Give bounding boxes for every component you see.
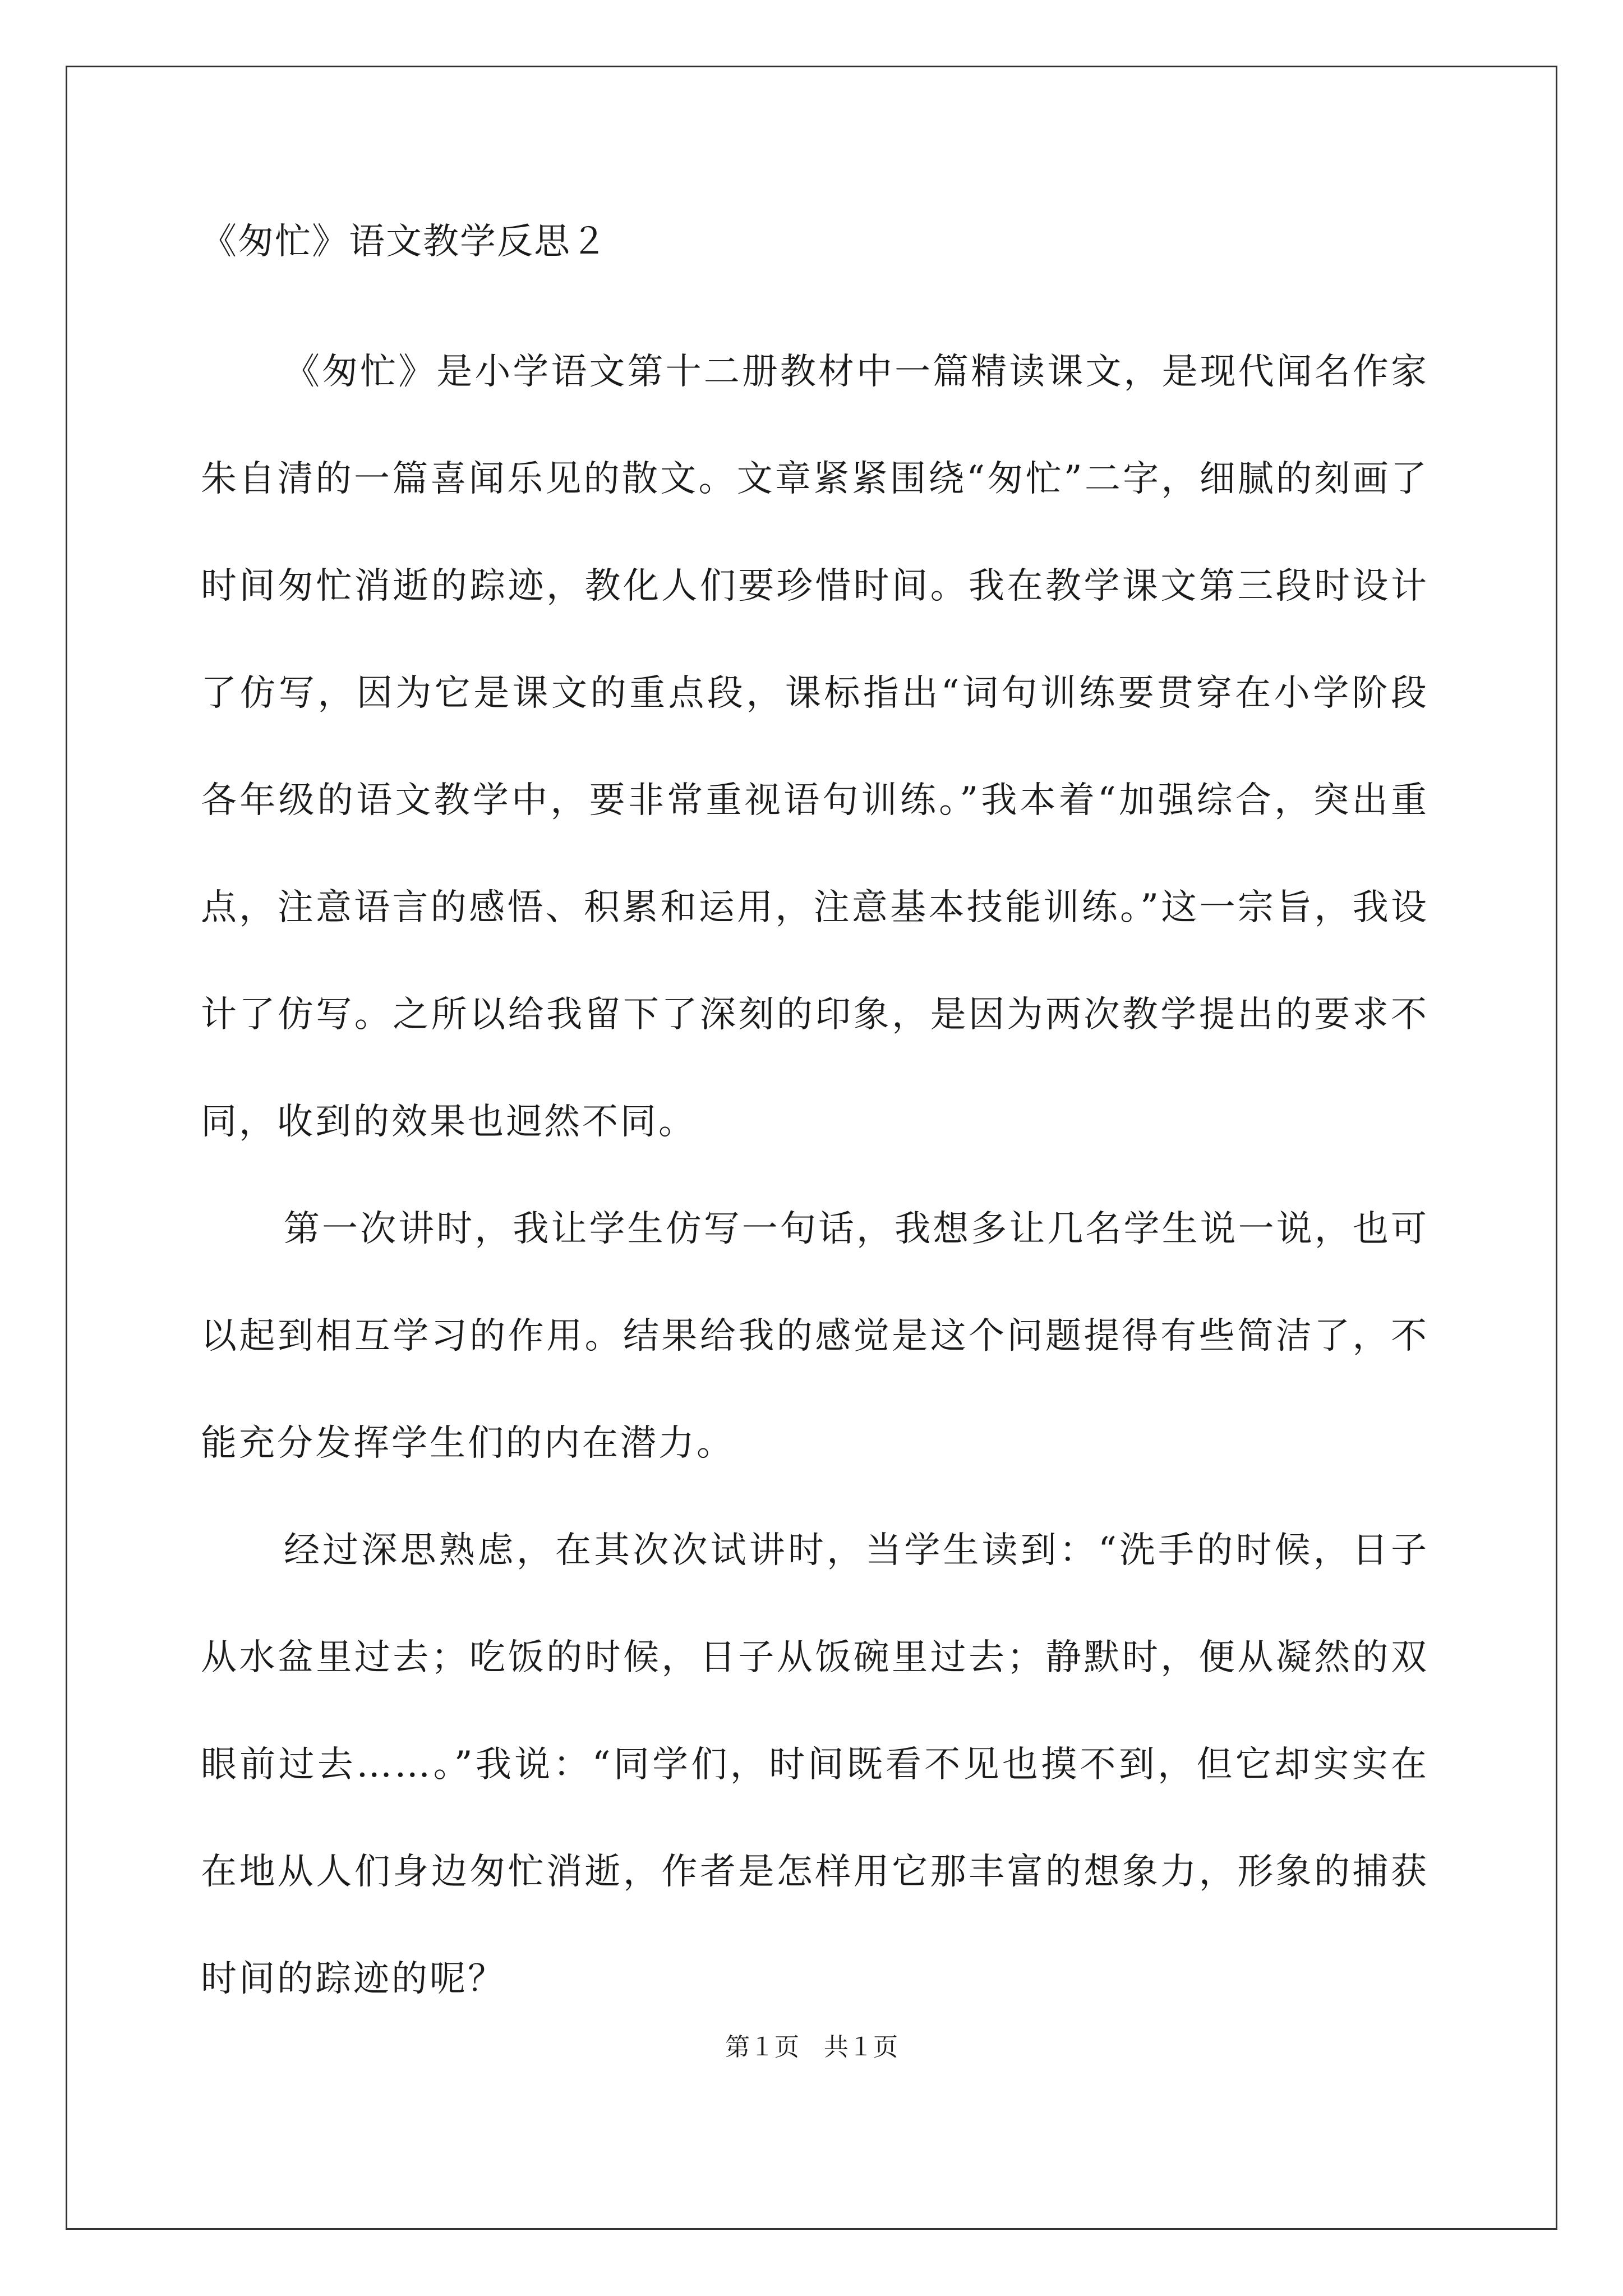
document-title: 《匆忙》语文教学反思２ <box>201 221 608 263</box>
paragraph-2: 第一次讲时，我让学生仿写一句话，我想多让几名学生说一说，也可以起到相互学习的作用。结果给我的感觉是这个问题提得有些简洁了，不能充分发挥学生们的内在潜力。 <box>201 1208 1429 1464</box>
page-number: 第１页 共１页 <box>725 2033 898 2062</box>
paragraph-1: 《匆忙》是小学语文第十二册教材中一篇精读课文，是现代闻名作家朱自清的一篇喜闻乐见的散文。文章紧紧围绕“匆忙”二字，细腻的刻画了时间匆忙消逝的踪迹，教化人们要珍惜时间。我在教学课文第三段时设计了仿写，因为它是课文的重点段，课标指出“词句训练要贯穿在小学阶段各年级的语文教学中，要非常重视语句训练。”我本着“加强综合，突出重点，注意语言的感悟、积累和运用，注意基本技能训练。”这一宗旨，我设计了仿写。之所以给我留下了深刻的印象，是因为两次教学提出的要求不同，收到的效果也迥然不同。 <box>201 351 1429 1143</box>
document-body <box>201 220 1429 2033</box>
paragraph-3: 经过深思熟虑，在其次次试讲时，当学生读到：“洗手的时候，日子从水盆里过去；吃饭的时候，日子从饭碗里过去；静默时，便从凝然的双眼前过去……。”我说：“同学们，时间既看不见也摸不到，但它却实实在在地从人们身边匆忙消逝，作者是怎样用它那丰富的想象力，形象的捕获时间的踪迹的呢？ <box>201 1530 1429 2000</box>
